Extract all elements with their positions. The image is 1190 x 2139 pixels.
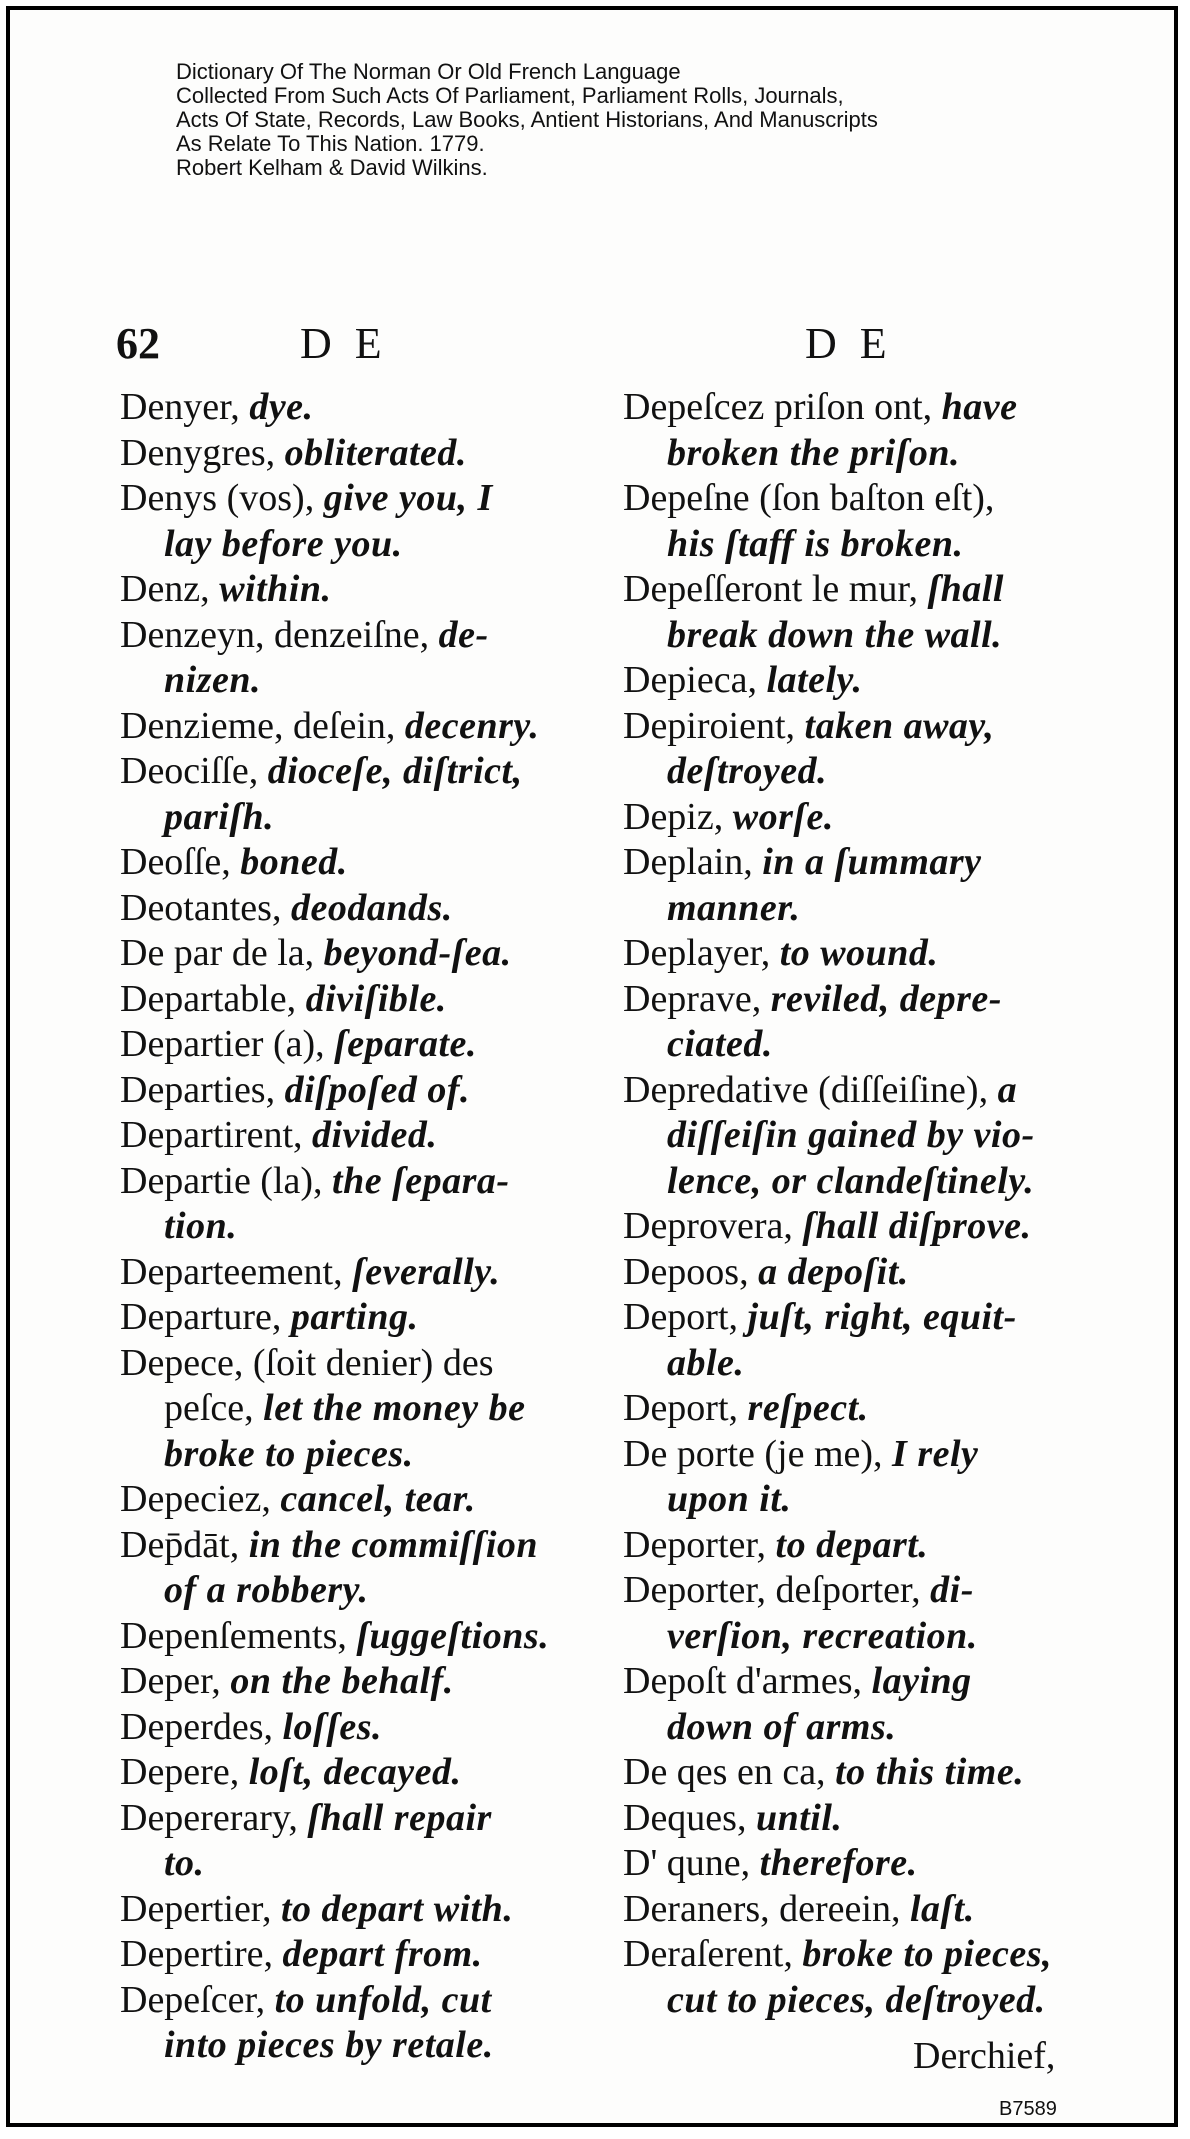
entry-line [120, 1932, 590, 1978]
entry-line [623, 1659, 1083, 1705]
entry-line [623, 1068, 1083, 1114]
entry-term: peſce, [164, 1387, 264, 1429]
entry-line [623, 1113, 1083, 1159]
entry-line [623, 1887, 1083, 1933]
entry-line [623, 1204, 1083, 1250]
entry-definition: dye. [249, 386, 314, 428]
entry-definition: to unfold, cut [274, 1978, 492, 2021]
entry-line [623, 1341, 1083, 1387]
entry-line [623, 522, 1083, 568]
entry-term: De par de la, [120, 932, 324, 974]
entry-line [120, 1841, 590, 1887]
header-subtitle-line-1: Collected From Such Acts Of Parliament, Parliament Rolls, Journals, [176, 83, 844, 108]
header-publication-year: As Relate To This Nation. 1779. [176, 131, 485, 156]
entry-line [623, 1796, 1083, 1842]
entry-term: Departier (a), [120, 1023, 335, 1065]
entry-term: Deraners, dereein, [623, 1887, 910, 1930]
entry-definition: a depoſit. [758, 1250, 909, 1293]
entry-definition: loſt, decayed. [248, 1751, 462, 1793]
entry-term: Deprovera, [623, 1205, 803, 1247]
entry-line [120, 1978, 590, 2024]
entry-line [120, 1750, 590, 1796]
entry-term: Depeſcer, [120, 1978, 275, 2021]
entry-line [623, 795, 1083, 841]
entry-definition: laſt. [909, 1887, 975, 1930]
entry-definition: deſtroyed. [667, 750, 828, 792]
entry-definition: in the commiſſion [248, 1523, 539, 1566]
entry-term: De porte (je me), [623, 1432, 893, 1475]
entry-term: Deociſſe, [120, 750, 268, 792]
header-title: Dictionary Of The Norman Or Old French Language [176, 59, 681, 84]
entry-term: Departable, [120, 977, 306, 1020]
entry-term: Depertire, [120, 1933, 283, 1975]
entry-term: Deotantes, [120, 886, 291, 929]
entry-definition: parting. [290, 1296, 419, 1338]
entry-line [623, 1386, 1083, 1432]
entry-line [120, 704, 590, 750]
entry-line [623, 385, 1083, 431]
entry-term: Dep̄dāt, [120, 1523, 249, 1566]
entry-term: Denzieme, deſein, [120, 704, 405, 747]
entry-line [623, 1614, 1083, 1660]
entry-line [623, 1250, 1083, 1296]
entry-line [623, 1523, 1083, 1569]
entry-line [120, 658, 590, 704]
entry-definition: able. [667, 1341, 745, 1384]
header-block [176, 60, 878, 180]
entry-term: Departure, [120, 1296, 291, 1338]
entry-line [120, 1204, 590, 1250]
entry-definition: decenry. [404, 704, 540, 747]
entry-term: Depredative (diſſeiſine), [623, 1068, 998, 1111]
entry-definition: pariſh. [164, 795, 275, 838]
entry-definition: give you, I [323, 477, 493, 519]
entry-definition: cut to pieces, deſtroyed. [667, 1978, 1046, 2021]
entry-term: Depeſcez priſon ont, [623, 386, 942, 428]
entry-line [120, 1705, 590, 1751]
entry-term: Deplain, [623, 841, 763, 883]
entry-definition: laying [871, 1660, 972, 1702]
entry-term: Depeſſeront le mur, [623, 568, 928, 610]
entry-line [623, 1432, 1083, 1478]
entry-definition: di- [930, 1569, 974, 1611]
entry-line [623, 1159, 1083, 1205]
entry-line [120, 795, 590, 841]
entry-line [623, 1932, 1083, 1978]
entry-line [120, 1159, 590, 1205]
entry-term: Deplayer, [623, 932, 780, 974]
entry-definition: dioceſe, diſtrict, [267, 750, 523, 792]
entry-definition: ciated. [667, 1023, 773, 1065]
entry-definition: lately. [766, 659, 863, 701]
entry-term: Depertier, [120, 1887, 281, 1930]
entry-term: Depoos, [623, 1250, 759, 1293]
entry-definition: boned. [240, 841, 348, 883]
entry-line [120, 840, 590, 886]
entry-term: Deoſſe, [120, 841, 241, 883]
entry-definition: obliterated. [284, 431, 467, 474]
entry-line [623, 1841, 1083, 1887]
entry-definition: nizen. [164, 659, 261, 701]
entry-term: D' qune, [623, 1842, 760, 1884]
entry-definition: to. [164, 1842, 205, 1884]
left-column [120, 385, 590, 2069]
entry-line [623, 1568, 1083, 1614]
entry-definition: ſeparate. [334, 1023, 477, 1065]
entry-term: Depece, (ſoit denier) des [120, 1341, 494, 1384]
entry-term: Departie (la), [120, 1159, 333, 1202]
entry-term: Departirent, [120, 1114, 313, 1156]
entry-line [120, 476, 590, 522]
reference-code: B7589 [999, 2098, 1057, 2120]
entry-definition: to depart with. [280, 1887, 514, 1930]
entry-definition: deodands. [290, 886, 453, 929]
page-number: 62 [116, 319, 160, 368]
entry-line [120, 931, 590, 977]
entry-definition: ſeverally. [352, 1250, 501, 1293]
entry-definition: have [941, 386, 1018, 428]
entry-line [120, 1432, 590, 1478]
entry-definition: juſt, right, equit- [747, 1296, 1017, 1338]
entry-term: Depere, [120, 1751, 249, 1793]
page-frame [6, 6, 1178, 2127]
entry-definition: broke to pieces. [164, 1432, 414, 1475]
entry-definition: diſſeiſin gained by vio- [667, 1114, 1035, 1156]
entry-definition: diviſible. [305, 977, 447, 1020]
entry-definition: de- [438, 613, 489, 656]
entry-definition: depart from. [282, 1933, 483, 1975]
entry-definition: his ſtaff is broken. [667, 522, 964, 565]
entry-definition: loſſes. [282, 1705, 383, 1748]
entry-definition: into pieces by retale. [164, 2024, 494, 2066]
entry-definition: broke to pieces, [802, 1933, 1052, 1975]
running-head-right: D E [805, 319, 893, 368]
entry-definition: ſhall diſprove. [802, 1205, 1032, 1247]
entry-line [623, 749, 1083, 795]
entry-line [120, 1477, 590, 1523]
entry-term: Departies, [120, 1068, 285, 1111]
entry-term: Denygres, [120, 431, 285, 474]
entry-definition: tion. [164, 1205, 238, 1247]
entry-line [623, 1705, 1083, 1751]
header-authors: Robert Kelham & David Wilkins. [176, 155, 488, 180]
entry-line [623, 1750, 1083, 1796]
entry-term: De qes en ca, [623, 1751, 836, 1793]
entry-term: Denys (vos), [120, 477, 324, 519]
entry-line [120, 977, 590, 1023]
entry-term: Deport, [623, 1296, 748, 1338]
entry-line [120, 1068, 590, 1114]
entry-definition: I rely [892, 1432, 979, 1475]
entry-definition: down of arms. [667, 1705, 897, 1748]
entry-line [623, 1477, 1083, 1523]
entry-term: Deques, [623, 1796, 756, 1839]
entry-definition: lence, or clandeſtinely. [667, 1159, 1035, 1202]
entry-term: Depeſne (ſon baſton eſt), [623, 477, 995, 519]
entry-line [120, 431, 590, 477]
entry-line [623, 476, 1083, 522]
entry-line [120, 1659, 590, 1705]
entry-definition: taken away, [804, 704, 995, 747]
entry-line [623, 977, 1083, 1023]
entry-term: Deporter, [623, 1523, 776, 1566]
entry-line [623, 658, 1083, 704]
entry-term: Depiz, [623, 795, 733, 838]
entry-term: Denz, [120, 568, 220, 610]
entry-term: Deraſerent, [623, 1933, 803, 1975]
entry-definition: broken the priſon. [667, 431, 960, 474]
entry-definition: break down the wall. [667, 613, 1003, 656]
entry-term: Deperdes, [120, 1705, 283, 1748]
entry-definition: until. [755, 1796, 843, 1839]
entry-definition: a [997, 1068, 1018, 1111]
entry-definition: beyond-ſea. [323, 932, 512, 974]
catchword: Derchief, [913, 2035, 1056, 2077]
entry-line [623, 567, 1083, 613]
entry-line [623, 431, 1083, 477]
entry-line [120, 886, 590, 932]
entry-definition: to wound. [779, 932, 939, 974]
entry-definition: ſhall repair [307, 1796, 492, 1839]
entry-definition: ſuggeſtions. [356, 1614, 550, 1657]
entry-definition: on the behalf. [230, 1660, 454, 1702]
header-subtitle-line-2: Acts Of State, Records, Law Books, Antient Historians, And Manuscripts [176, 107, 878, 132]
entry-definition: to this time. [835, 1751, 1025, 1793]
entry-line [120, 613, 590, 659]
entry-definition: in a ſummary [762, 841, 982, 883]
entry-line [623, 1978, 1083, 2024]
entry-line [623, 1022, 1083, 1068]
entry-term: Depieca, [623, 659, 767, 701]
entry-definition: of a robbery. [164, 1569, 369, 1611]
entry-definition: ſhall [927, 568, 1004, 610]
entry-definition: upon it. [667, 1478, 792, 1520]
entry-line [120, 522, 590, 568]
entry-definition: manner. [667, 886, 801, 929]
entry-line [120, 567, 590, 613]
entry-definition: therefore. [759, 1842, 918, 1884]
entry-term: Deporter, deſporter, [623, 1569, 931, 1611]
entry-term: Depeciez, [120, 1478, 281, 1520]
entry-line [623, 886, 1083, 932]
entry-definition: to depart. [775, 1523, 929, 1566]
entry-line [120, 385, 590, 431]
entry-definition: reviled, depre- [770, 977, 1002, 1020]
entry-definition: lay before you. [164, 522, 403, 565]
entry-definition: within. [219, 568, 332, 610]
running-head-left: D E [300, 319, 388, 368]
entry-line [120, 1295, 590, 1341]
entry-term: Deport, [623, 1387, 748, 1429]
entry-term: Denyer, [120, 386, 250, 428]
entry-definition: verſion, recreation. [667, 1614, 978, 1657]
entry-definition: worſe. [732, 795, 834, 838]
entry-term: Depoſt d'armes, [623, 1660, 872, 1702]
entry-line [623, 704, 1083, 750]
entry-line [120, 1523, 590, 1569]
entry-line [623, 613, 1083, 659]
entry-definition: let the money be [263, 1387, 526, 1429]
entry-line [623, 931, 1083, 977]
right-column [623, 385, 1083, 2023]
entry-term: Depenſements, [120, 1614, 357, 1657]
entry-definition: the ſepara- [332, 1159, 510, 1202]
entry-line [623, 840, 1083, 886]
entry-term: Denzeyn, denzeiſne, [120, 613, 439, 656]
entry-definition: diſpoſed of. [284, 1068, 470, 1111]
entry-term: Depiroient, [623, 704, 805, 747]
entry-line [120, 2023, 590, 2069]
entry-definition: divided. [312, 1114, 438, 1156]
entry-line [120, 1796, 590, 1842]
entry-term: Deper, [120, 1660, 231, 1702]
entry-definition: cancel, tear. [280, 1478, 476, 1520]
entry-line [623, 1295, 1083, 1341]
entry-line [120, 1386, 590, 1432]
entry-term: Depererary, [120, 1796, 308, 1839]
entry-line [120, 1341, 590, 1387]
entry-line [120, 1113, 590, 1159]
entry-line [120, 1022, 590, 1068]
entry-line [120, 1250, 590, 1296]
entry-term: Deprave, [623, 977, 771, 1020]
entry-line [120, 749, 590, 795]
entry-line [120, 1568, 590, 1614]
entry-definition: reſpect. [747, 1387, 869, 1429]
entry-term: Departeement, [120, 1250, 353, 1293]
entry-line [120, 1614, 590, 1660]
entry-line [120, 1887, 590, 1933]
